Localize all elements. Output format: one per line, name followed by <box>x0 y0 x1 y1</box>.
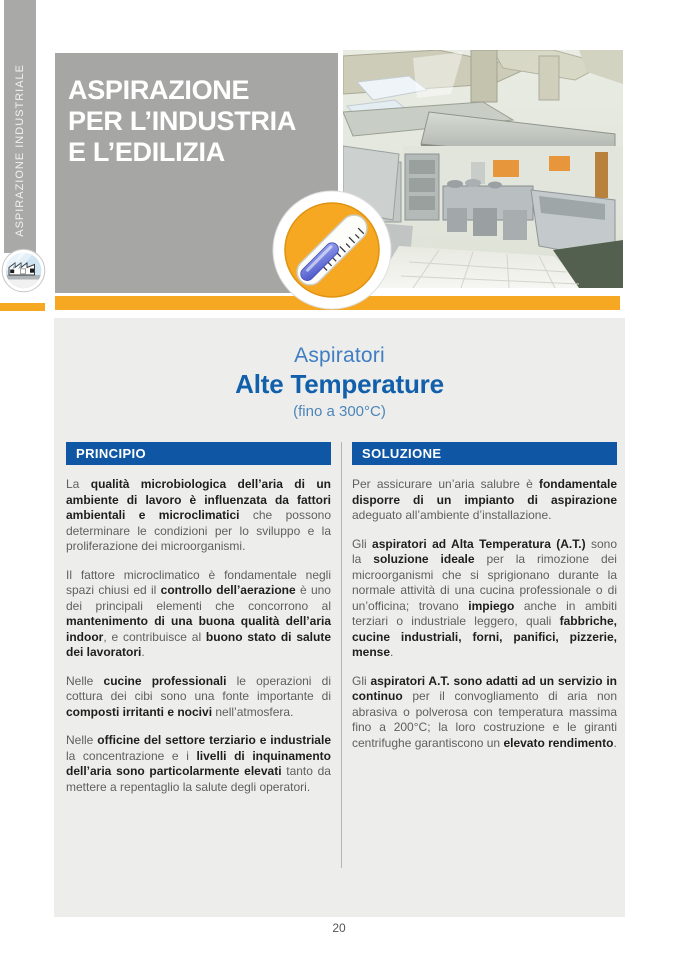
chapter-title <box>55 53 338 168</box>
paragraph: Il fattore microclimatico è fondamentale negli spazi chiusi ed il controllo dell’aerazione è uno dei principali elementi che concorrono al mantenimento di una buona qualità dell’aria indoor, e contribuisce al buono stato di salute dei lavoratori. <box>66 567 331 659</box>
chapter-title-line: PER L’INDUSTRIA <box>68 106 297 136</box>
content-panel <box>54 318 625 917</box>
column-divider <box>341 442 342 868</box>
paragraph: Gli aspiratori A.T. sono adatti ad un servizio in continuo per il convogliamento di aria non abrasiva o polverosa con temperatura massima fino a 200°C; la loro costruzione e le giranti centrifughe garantiscono un elevato rendimento. <box>352 673 618 750</box>
chapter-title-line: ASPIRAZIONE <box>68 75 250 105</box>
page-number: 20 <box>332 921 346 935</box>
left-accent-bar <box>0 303 45 311</box>
sidebar-category-label: ASPIRAZIONE INDUSTRIALE <box>14 63 26 237</box>
paragraph: La qualità microbiologica dell’aria di un ambiente di lavoro è influenzata da fattori ambientali e microclimatici che possono determinare le condizioni per lo sviluppo e la proliferazione dei microorganismi. <box>66 477 331 553</box>
section-title: Alte Temperature <box>235 369 444 399</box>
thermometer-icon <box>270 188 394 312</box>
factory-icon <box>1 248 46 293</box>
chapter-title-line: E L’EDILIZIA <box>68 137 225 167</box>
paragraph: Per assicurare un’aria salubre è fondamentale disporre di un impianto di aspirazione adeguato all’ambiente d’installazione. <box>352 477 617 522</box>
paragraph: Nelle officine del settore terziario e industriale la concentrazione e i livelli di inquinamento dell’aria sono particolarmente elevati tanto da mettere a repentaglio la salute degli operatori. <box>66 733 332 794</box>
sidebar-label-box <box>4 52 36 248</box>
section-head <box>54 318 625 420</box>
column-soluzione <box>352 442 617 898</box>
section-kicker: Aspiratori <box>294 344 385 367</box>
two-column-body <box>66 442 625 898</box>
column-principio <box>66 442 331 898</box>
paragraph: Nelle cucine professionali le operazioni di cottura dei cibi sono una fonte importante di composti irritanti e nocivi nell’atmosfera. <box>66 673 331 719</box>
column-header-soluzione: SOLUZIONE <box>352 442 617 465</box>
section-subtitle: (fino a 300°C) <box>293 403 386 420</box>
paragraph: Gli aspiratori ad Alta Temperatura (A.T.) sono la soluzione ideale per la rimozione dei microorganismi che si sprigionano durante la normale attività di una cucina professionale o di un’officina; trovano impiego anche in ambiti terziari o industriale leggero, quali fabbriche, cucine industriali, forni, panifici, pizzerie, mense. <box>352 536 617 659</box>
column-header-principio: PRINCIPIO <box>66 442 331 465</box>
